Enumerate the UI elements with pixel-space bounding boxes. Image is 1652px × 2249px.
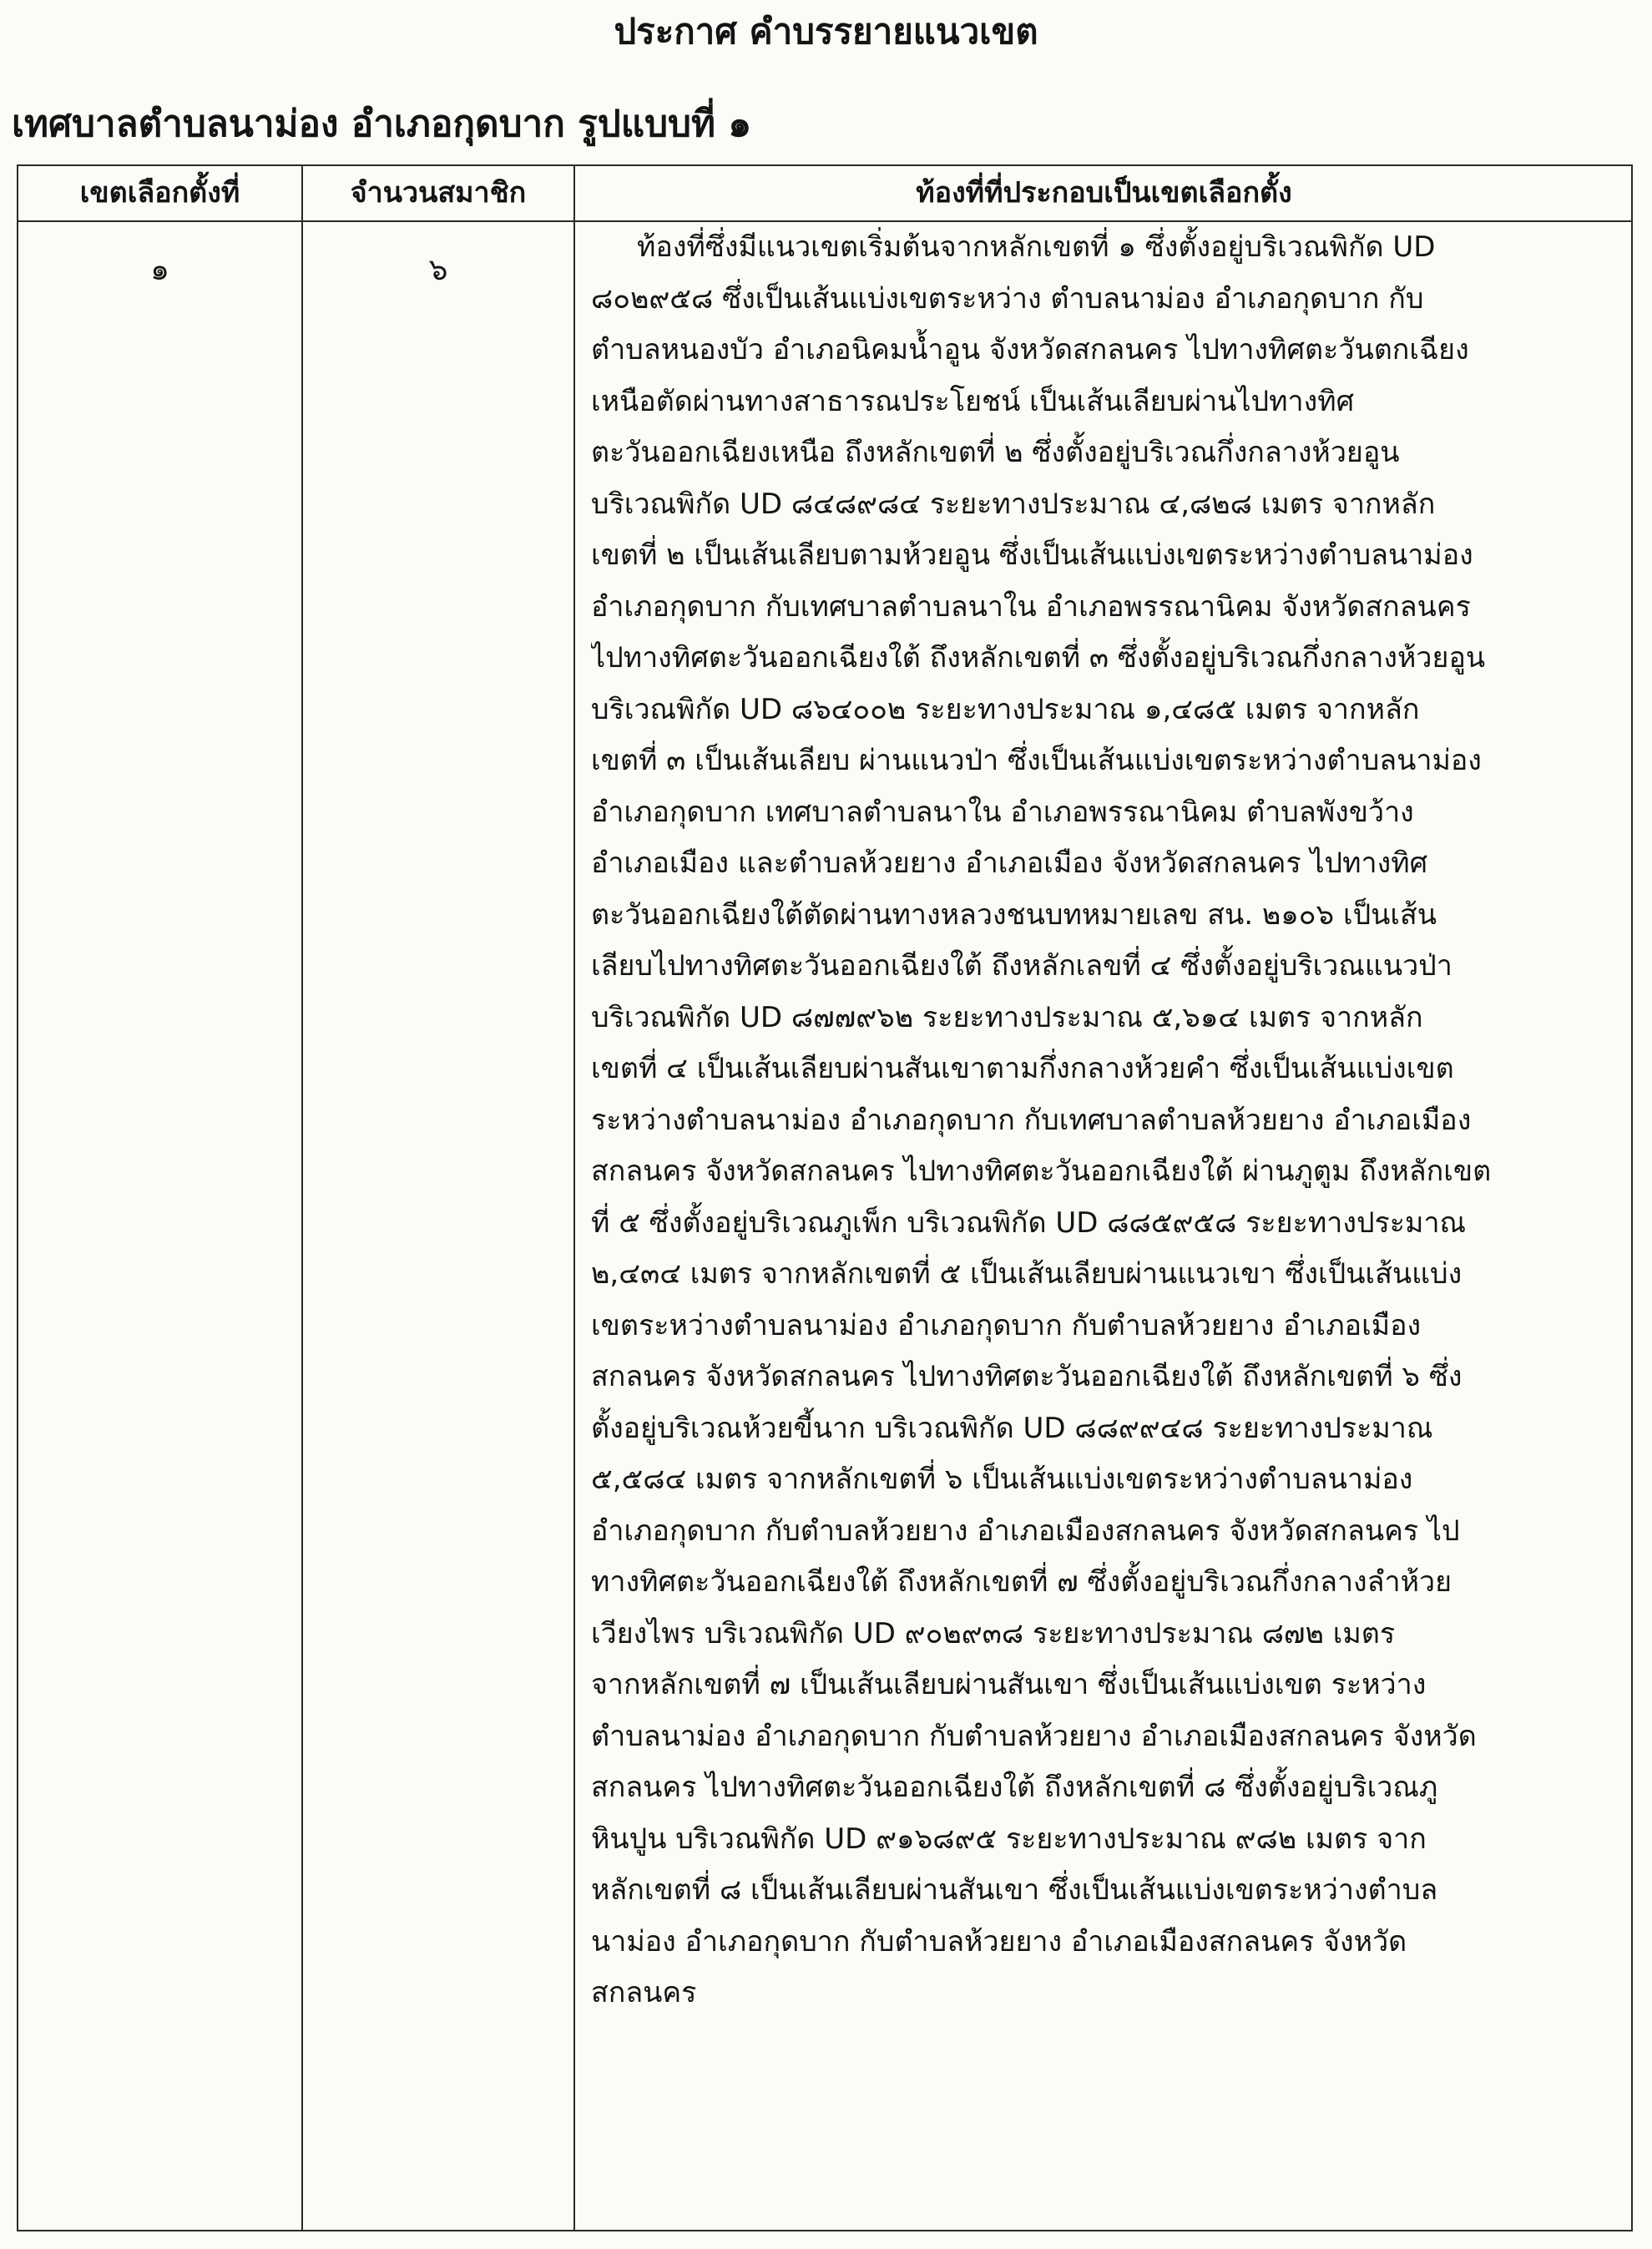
header-district-no: เขตเลือกตั้งที่ (79, 176, 240, 210)
area-description-line: หลักเขตที่ ๘ เป็นเส้นเลียบผ่านสันเขา ซึ่งเป็นเส้นแบ่งเขตระหว่างตำบล (591, 1873, 1438, 1907)
header-members: จำนวนสมาชิก (350, 176, 527, 210)
area-description-line: ที่ ๕ ซึ่งตั้งอยู่บริเวณภูเพ็ก บริเวณพิกัด UD ๘๘๕๙๕๘ ระยะทางประมาณ (591, 1205, 1467, 1240)
area-description-line: ตะวันออกเฉียงเหนือ ถึงหลักเขตที่ ๒ ซึ่งตั้งอยู่บริเวณกึ่งกลางห้วยอูน (591, 436, 1400, 469)
area-description-line: อำเภอกุดบาก กับเทศบาลตำบลนาใน อำเภอพรรณานิคม จังหวัดสกลนคร (591, 589, 1471, 624)
area-description-line: ท้องที่ซึ่งมีแนวเขตเริ่มต้นจากหลักเขตที่ ๑ ซึ่งตั้งอยู่บริเวณพิกัด UD (637, 230, 1436, 264)
area-description-line: เขตระหว่างตำบลนาม่อง อำเภอกุดบาก กับตำบลห้วยยาง อำเภอเมือง (591, 1308, 1422, 1342)
area-description-line: อำเภอกุดบาก เทศบาลตำบลนาใน อำเภอพรรณานิคม ตำบลพังขว้าง (591, 795, 1414, 829)
area-description-line: เขตที่ ๓ เป็นเส้นเลียบ ผ่านแนวป่า ซึ่งเป็นเส้นแบ่งเขตระหว่างตำบลนาม่อง (591, 744, 1482, 777)
area-description-line: ตำบลหนองบัว อำเภอนิคมน้ำอูน จังหวัดสกลนคร ไปทางทิศตะวันตกเฉียง (591, 333, 1469, 366)
area-description-line: ระหว่างตำบลนาม่อง อำเภอกุดบาก กับเทศบาลตำบลห้วยยาง อำเภอเมือง (591, 1103, 1472, 1137)
document-title: ประกาศ คำบรรยายแนวเขต (614, 11, 1038, 52)
area-description-line: ทางทิศตะวันออกเฉียงใต้ ถึงหลักเขตที่ ๗ ซึ่งตั้งอยู่บริเวณกึ่งกลางลำห้วย (591, 1565, 1452, 1599)
table-header-row (18, 166, 1631, 222)
area-description-line: จากหลักเขตที่ ๗ เป็นเส้นเลียบผ่านสันเขา ซึ่งเป็นเส้นแบ่งเขต ระหว่าง (591, 1668, 1427, 1701)
document-subtitle: เทศบาลตำบลนาม่อง อำเภอกุดบาก รูปแบบที่ ๑ (12, 103, 752, 145)
table-row (18, 222, 1631, 2230)
area-description-line: สกลนคร ไปทางทิศตะวันออกเฉียงใต้ ถึงหลักเขตที่ ๘ ซึ่งตั้งอยู่บริเวณภู (591, 1771, 1438, 1804)
area-description-line: บริเวณพิกัด UD ๘๔๘๙๘๔ ระยะทางประมาณ ๔,๘๒๘ เมตร จากหลัก (591, 487, 1436, 521)
area-description-line: เขตที่ ๔ เป็นเส้นเลียบผ่านสันเขาตามกึ่งกลางห้วยคำ ซึ่งเป็นเส้นแบ่งเขต (591, 1052, 1454, 1085)
area-description-line: หินปูน บริเวณพิกัด UD ๙๑๖๘๙๕ ระยะทางประมาณ ๙๘๒ เมตร จาก (591, 1822, 1427, 1856)
area-description-line: ตำบลนาม่อง อำเภอกุดบาก กับตำบลห้วยยาง อำเภอเมืองสกลนคร จังหวัด (591, 1719, 1477, 1753)
district-table (17, 164, 1633, 2231)
area-description-line: บริเวณพิกัด UD ๘๖๔๐๐๒ ระยะทางประมาณ ๑,๔๘๕ เมตร จากหลัก (591, 692, 1420, 726)
area-description-line: ๕,๕๘๔ เมตร จากหลักเขตที่ ๖ เป็นเส้นแบ่งเขตระหว่างตำบลนาม่อง (591, 1463, 1413, 1496)
area-description-line: อำเภอเมือง และตำบลห้วยยาง อำเภอเมือง จังหวัดสกลนคร ไปทางทิศ (591, 847, 1428, 880)
area-description-line: เขตที่ ๒ เป็นเส้นเลียบตามห้วยอูน ซึ่งเป็นเส้นแบ่งเขตระหว่างตำบลนาม่อง (591, 538, 1473, 572)
area-description-line: ตะวันออกเฉียงใต้ตัดผ่านทางหลวงชนบทหมายเลข สน. ๒๑๐๖ เป็นเส้น (591, 897, 1437, 932)
district-number-cell: ๑ (150, 253, 169, 287)
area-description-line: สกลนคร จังหวัดสกลนคร ไปทางทิศตะวันออกเฉียงใต้ ผ่านภูตูม ถึงหลักเขต (591, 1155, 1492, 1188)
area-description-line: ๒,๔๓๔ เมตร จากหลักเขตที่ ๕ เป็นเส้นเลียบผ่านแนวเขา ซึ่งเป็นเส้นแบ่ง (591, 1257, 1463, 1291)
area-description-line: ไปทางทิศตะวันออกเฉียงใต้ ถึงหลักเขตที่ ๓ ซึ่งตั้งอยู่บริเวณกึ่งกลางห้วยอูน (591, 641, 1486, 675)
area-description-line: ๘๐๒๙๕๘ ซึ่งเป็นเส้นแบ่งเขตระหว่าง ตำบลนาม่อง อำเภอกุดบาก กับ (591, 281, 1424, 316)
members-count-cell: ๖ (428, 253, 448, 287)
area-description-line: อำเภอกุดบาก กับตำบลห้วยยาง อำเภอเมืองสกลนคร จังหวัดสกลนคร ไป (591, 1514, 1460, 1548)
area-description-cell (591, 222, 1614, 2019)
area-description-line: บริเวณพิกัด UD ๘๗๗๙๖๒ ระยะทางประมาณ ๕,๖๑๔ เมตร จากหลัก (591, 1000, 1423, 1034)
header-area: ท้องที่ที่ประกอบเป็นเขตเลือกตั้ง (916, 176, 1292, 210)
area-description-line: นาม่อง อำเภอกุดบาก กับตำบลห้วยยาง อำเภอเมืองสกลนคร จังหวัด (591, 1924, 1407, 1958)
area-description-line: ตั้งอยู่บริเวณห้วยขี้นาก บริเวณพิกัด UD ๘๘๙๙๔๘ ระยะทางประมาณ (591, 1411, 1433, 1445)
area-description-line: สกลนคร จังหวัดสกลนคร ไปทางทิศตะวันออกเฉียงใต้ ถึงหลักเขตที่ ๖ ซึ่ง (591, 1360, 1463, 1393)
area-description-line: เลียบไปทางทิศตะวันออกเฉียงใต้ ถึงหลักเลขที่ ๔ ซึ่งตั้งอยู่บริเวณแนวป่า (591, 949, 1452, 983)
area-description-line: เหนือตัดผ่านทางสาธารณประโยชน์ เป็นเส้นเลียบผ่านไปทางทิศ (591, 384, 1355, 418)
area-description-line: สกลนคร (591, 1976, 697, 2009)
area-description-line: เวียงไพร บริเวณพิกัด UD ๙๐๒๙๓๘ ระยะทางประมาณ ๘๗๒ เมตร (591, 1616, 1396, 1650)
